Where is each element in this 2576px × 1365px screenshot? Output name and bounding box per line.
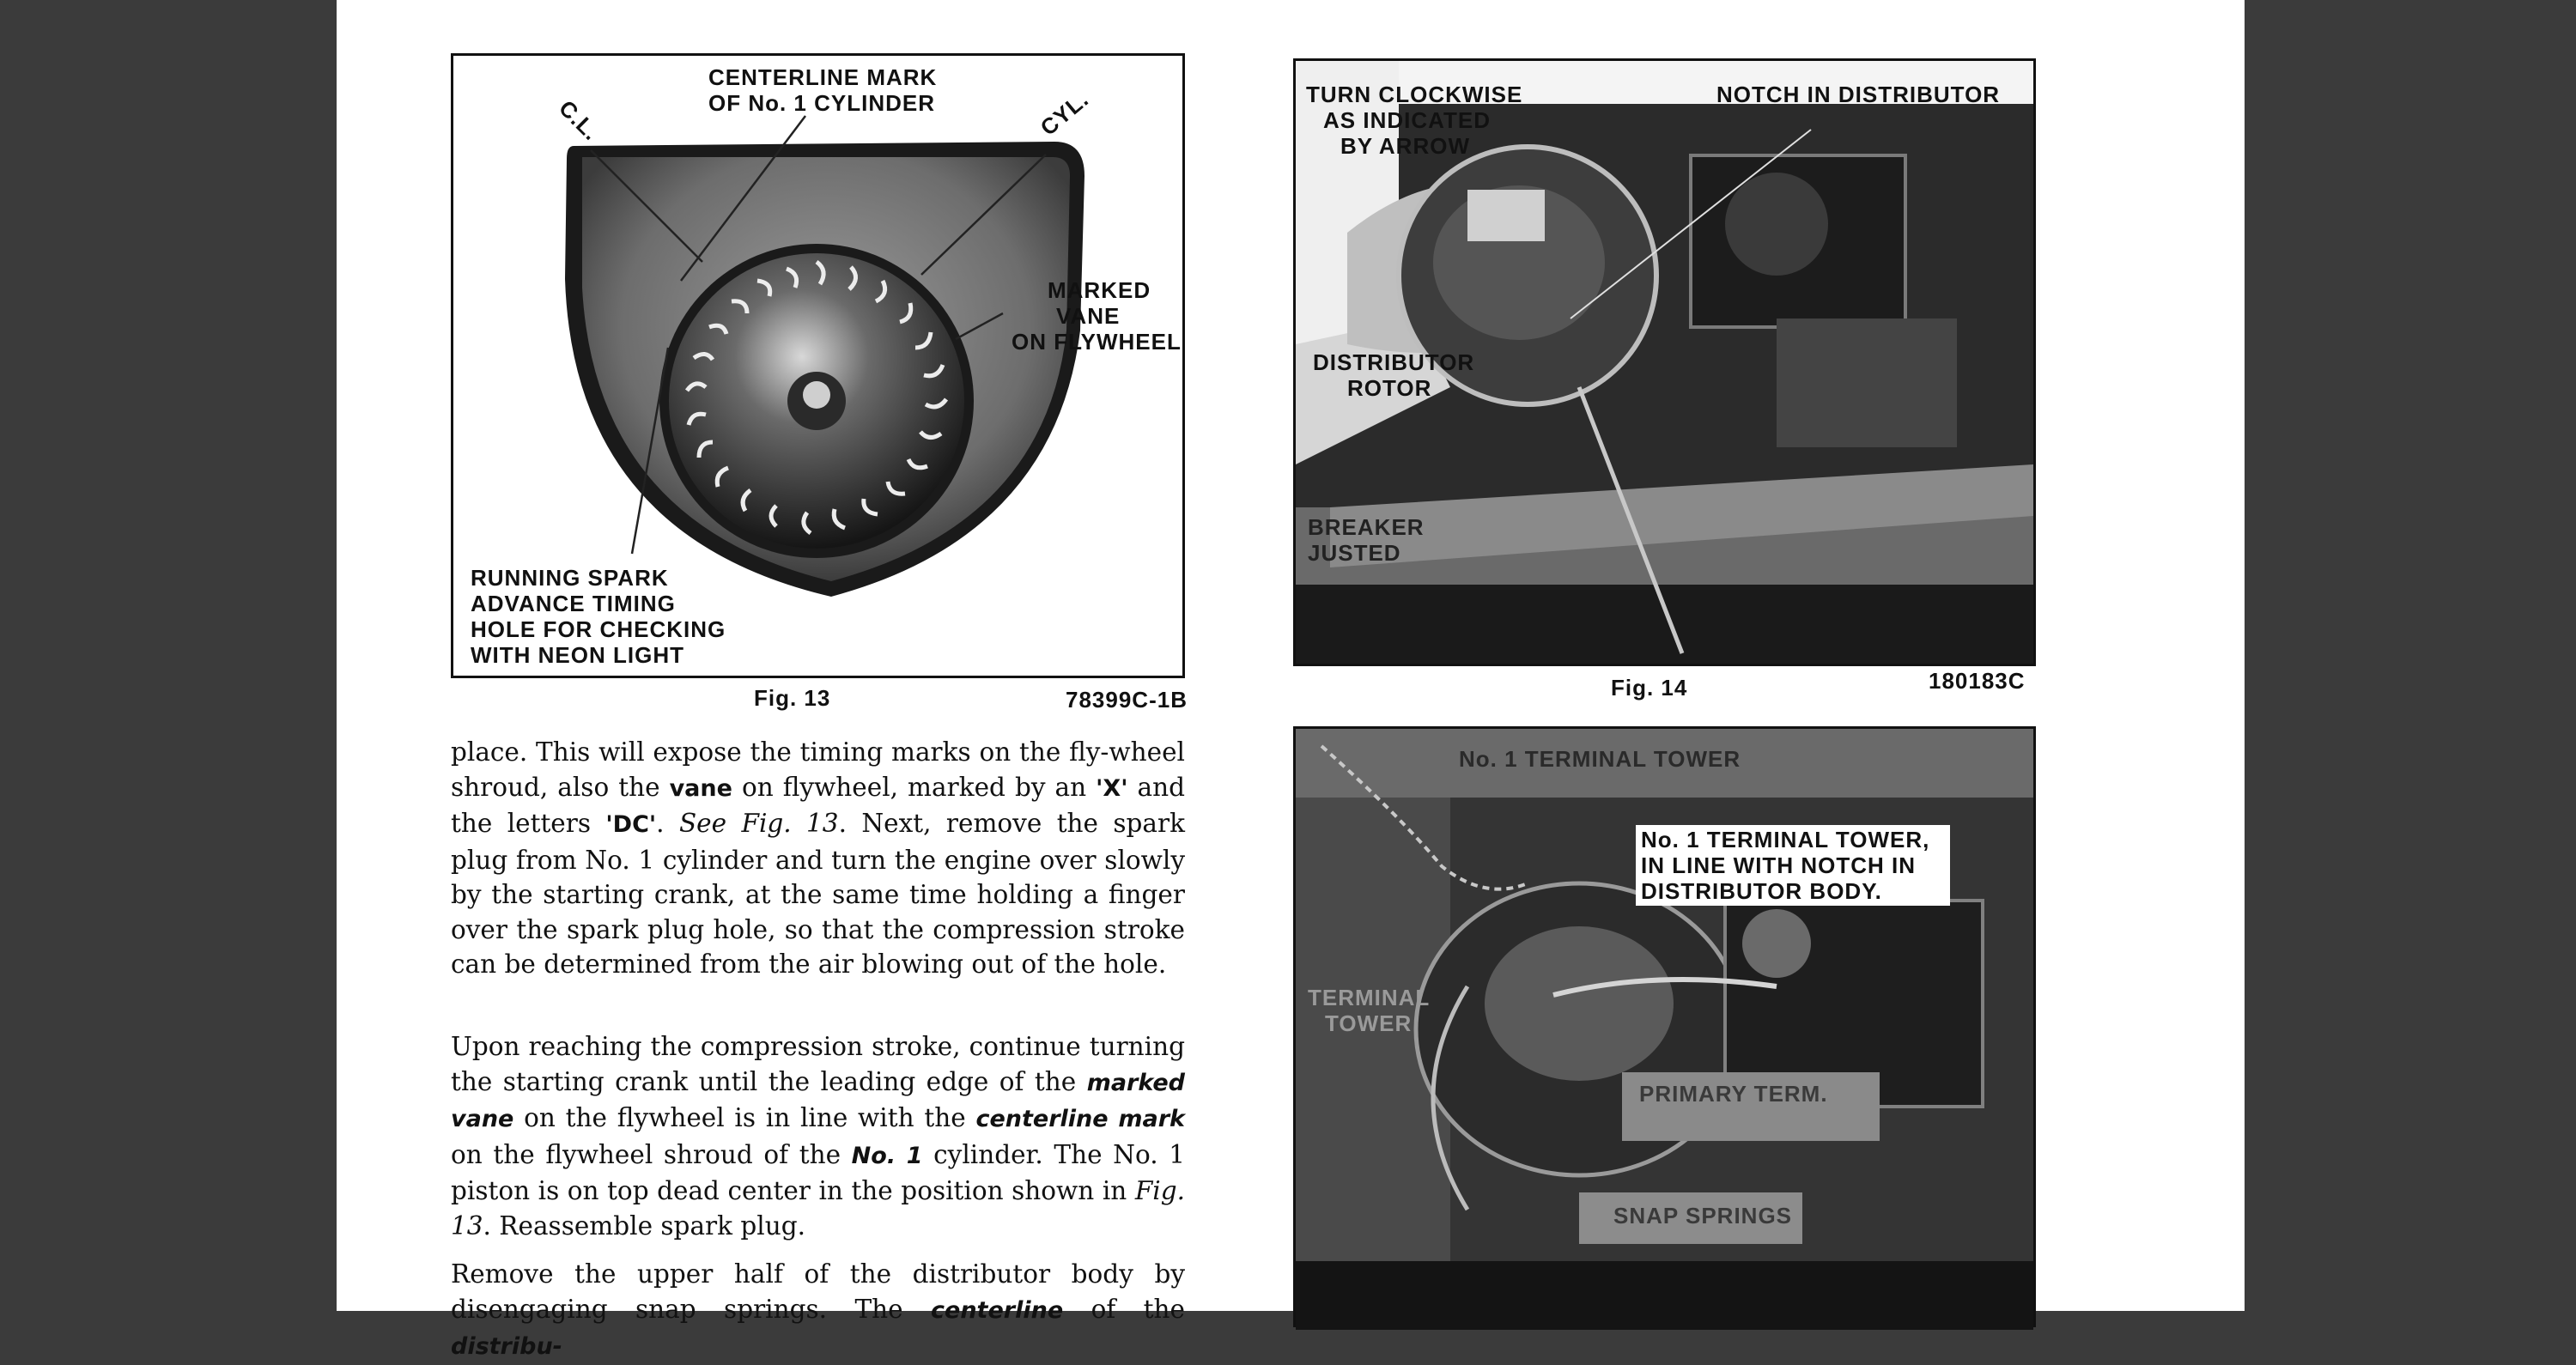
label-notch-distributor: NOTCH IN DISTRIBUTOR — [1716, 82, 2001, 107]
label-running-spark-4: WITH NEON LIGHT — [471, 642, 684, 668]
paragraph-2: Upon reaching the compression stroke, continue turning the starting crank until the leading edge of the marked vane on the flywheel is in line with the centerline mark on the flywheel shroud of the No. 1 cylinder. The No. 1 piston is on top dead center in the position shown in Fig. 13. Reassemble spark plug. — [451, 1032, 1186, 1241]
label-terminal-tower-2: TOWER — [1325, 1010, 1413, 1036]
caption-fig-13: Fig. 13 — [754, 685, 831, 711]
code-fig-13: 78399C-1B — [1066, 687, 1188, 713]
label-snap-springs: SNAP SPRINGS — [1613, 1203, 1793, 1228]
callout-line-3: DISTRIBUTOR BODY. — [1641, 878, 1882, 904]
label-running-spark-1: RUNNING SPARK — [471, 565, 669, 591]
label-distributor-rotor-2: ROTOR — [1347, 375, 1432, 401]
label-marked-vane-2: VANE — [1056, 303, 1121, 329]
paragraph-1: place. This will expose the timing marks on the fly-wheel shroud, also the vane on flywheel, marked by an 'X' and the letters 'DC'. See Fig. 13. Next, remove the spark plug from No. 1 cylinder and turn the engine over slowly by the starting crank, at the same time holding a finger over the spark plug hole, so that the compression stroke can be determined from the air blowing out of the hole. — [451, 737, 1185, 979]
label-cl: C.L. — [554, 94, 605, 146]
figure-15 — [1293, 726, 2036, 1327]
label-running-spark-2: ADVANCE TIMING — [471, 591, 676, 616]
label-running-spark-3: HOLE FOR CHECKING — [471, 616, 726, 642]
figure-14 — [1293, 58, 2036, 666]
label-terminal-tower-1: TERMINAL — [1308, 985, 1431, 1010]
figure-13 — [451, 53, 1185, 678]
callout-line-1: No. 1 TERMINAL TOWER, — [1641, 827, 1930, 852]
paragraph-3: Remove the upper half of the distributor body by disengaging snap springs. The centerline of the distribu- — [451, 1259, 1185, 1360]
label-centerline-mark-2: OF No. 1 CYLINDER — [708, 90, 936, 116]
callout-line-2: IN LINE WITH NOTCH IN — [1641, 852, 1916, 878]
label-cyl: CYL. — [1035, 86, 1094, 141]
code-fig-14: 180183C — [1929, 668, 2026, 694]
label-marked-vane-3: ON FLYWHEEL — [1012, 329, 1182, 355]
label-centerline-mark: CENTERLINE MARK — [708, 64, 938, 90]
label-breaker-1: BREAKER — [1308, 514, 1425, 540]
label-primary-term: PRIMARY TERM. — [1639, 1081, 1828, 1107]
label-marked-vane-1: MARKED — [1048, 277, 1151, 303]
label-no1-terminal-tower-top: No. 1 TERMINAL TOWER — [1459, 746, 1741, 772]
label-distributor-rotor-1: DISTRIBUTOR — [1313, 349, 1475, 375]
label-breaker-2: JUSTED — [1308, 540, 1401, 566]
caption-fig-14: Fig. 14 — [1611, 675, 1688, 701]
label-turn-clockwise-3: BY ARROW — [1340, 133, 1470, 159]
label-turn-clockwise-1: TURN CLOCKWISE — [1306, 82, 1523, 107]
document-page — [337, 0, 2245, 1360]
label-turn-clockwise-2: AS INDICATED — [1323, 107, 1491, 133]
